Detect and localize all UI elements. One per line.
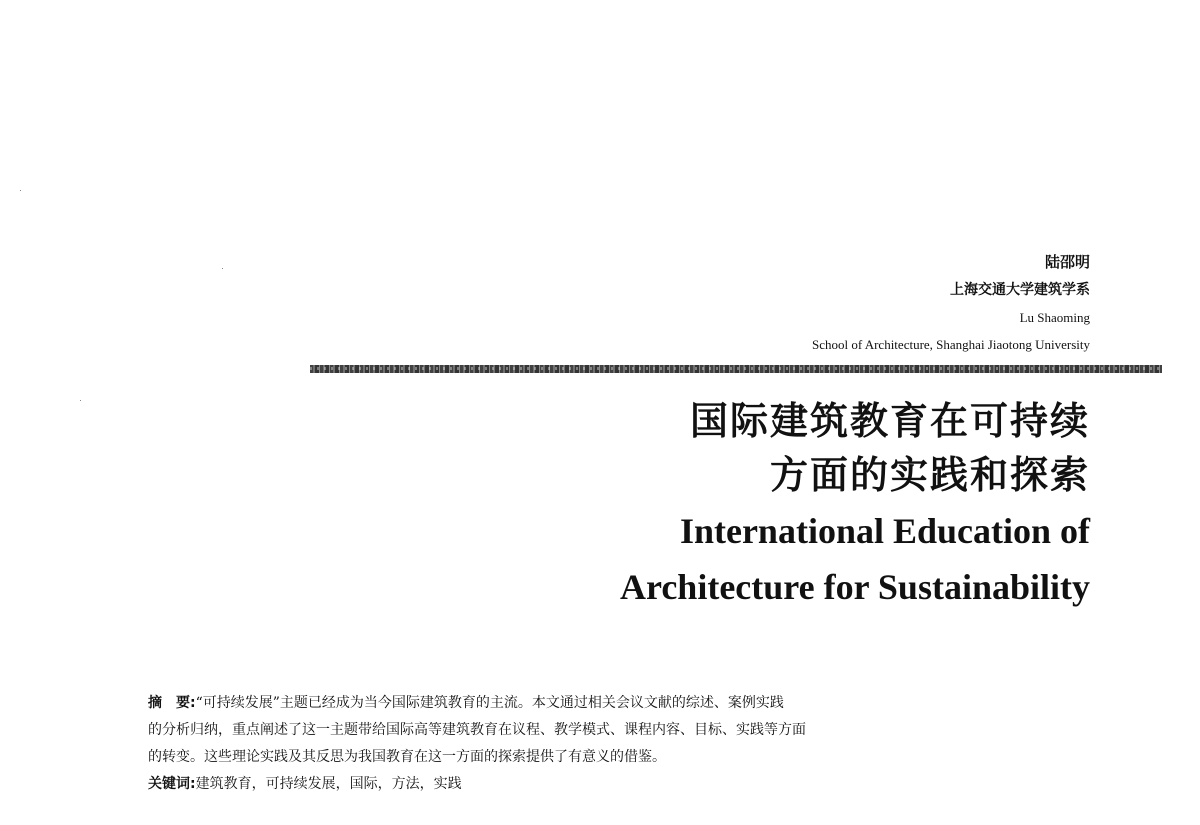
header-rule (310, 365, 1162, 373)
title-english (620, 503, 1090, 615)
author-name-en: Lu Shaoming (1019, 310, 1090, 325)
scan-speck (20, 190, 21, 191)
scan-speck (80, 400, 81, 401)
abstract-row (148, 690, 1068, 717)
abstract-text: 的分析归纳，重点阐述了这一主题带给国际高等建筑教育在议程、教学模式、课程内容、目标、实践等方面 (148, 722, 806, 738)
keywords-text: 建筑教育，可持续发展，国际，方法，实践 (195, 776, 462, 792)
author-block (812, 250, 1090, 358)
abstract-text: 的转变。这些理论实践及其反思为我国教育在这一方面的探索提供了有意义的借鉴。 (148, 749, 666, 765)
title-en-line: Architecture for Sustainability (620, 567, 1090, 607)
author-affiliation-en: School of Architecture, Shanghai Jiaotong University (811, 337, 1090, 352)
abstract-label: 摘 要: (148, 695, 196, 711)
title-cn-line: 国际建筑教育在可持续 (689, 399, 1090, 443)
title-chinese (690, 394, 1090, 502)
keywords-row (148, 771, 1068, 798)
scan-speck (222, 268, 223, 269)
abstract-text: “可持续发展”主题已经成为当今国际建筑教育的主流。本文通过相关会议文献的综述、案例实践 (195, 695, 784, 711)
keywords-label: 关键词: (148, 776, 196, 792)
author-affiliation-cn: 上海交通大学建筑学系 (950, 283, 1090, 298)
title-cn-line: 方面的实践和探索 (769, 453, 1090, 497)
title-en-line: International Education of (679, 511, 1090, 551)
abstract-block (148, 690, 1068, 798)
author-name-cn: 陆邵明 (1044, 255, 1090, 271)
